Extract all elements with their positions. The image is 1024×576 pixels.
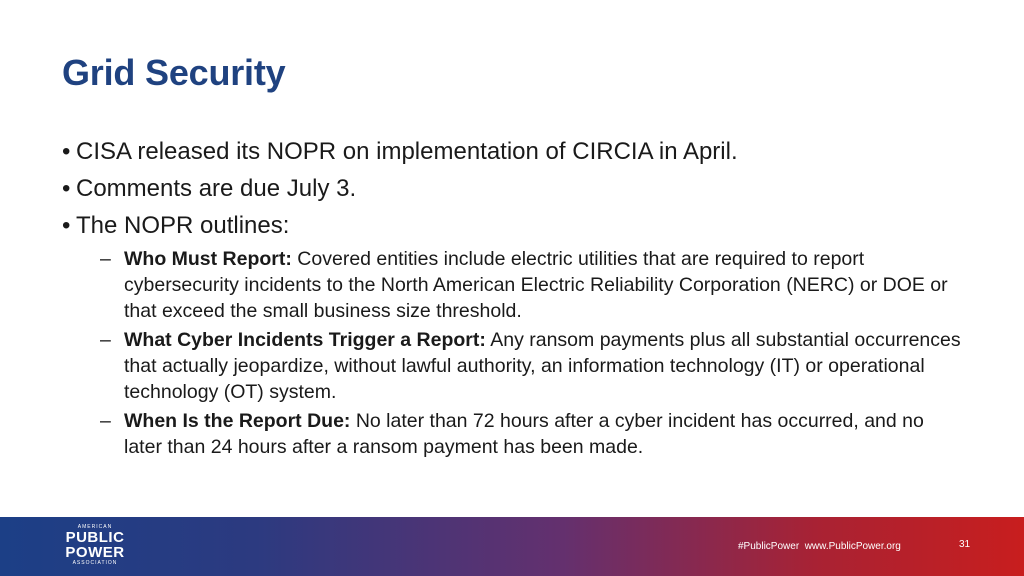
sub-bullet-text: No later than 72 hours after a cyber incident has occurred, and no later than 24 hours after a ransom payment has been made. <box>124 410 924 458</box>
bullet-dot: • <box>62 175 71 202</box>
bullet-text: Comments are due July 3. <box>76 175 357 202</box>
sub-bullet-label: What Cyber Incidents Trigger a Report: <box>124 329 486 351</box>
sub-bullet-dash: – <box>100 248 111 270</box>
bullet-text: The NOPR outlines: <box>76 212 290 239</box>
sub-bullet-who-must-report <box>62 246 962 324</box>
page-number: 31 <box>959 539 971 550</box>
sub-bullet-dash: – <box>100 329 111 351</box>
bullet-item <box>62 170 962 207</box>
slide-title: Grid Security <box>62 52 286 93</box>
logo-line-power: POWER <box>65 544 125 561</box>
sub-bullet-label: When Is the Report Due: <box>124 410 351 432</box>
slide-body <box>62 133 962 460</box>
bullet-dot: • <box>62 212 71 239</box>
bullet-text: CISA released its NOPR on implementation of CIRCIA in April. <box>76 138 738 165</box>
appa-logo <box>60 524 130 570</box>
sub-bullet-label: Who Must Report: <box>124 248 292 270</box>
sub-bullet-text: Covered entities include electric utilities that are required to report cybersecurity incidents to the North American Electric Reliability Corporation (NERC) or DOE or that exceed the small business size threshold. <box>124 248 948 322</box>
logo-line-public: PUBLIC <box>65 529 125 546</box>
footer-hashtag-url: #PublicPower www.PublicPower.org <box>738 541 901 552</box>
sub-bullet-report-due <box>62 408 962 460</box>
bullet-item <box>62 133 962 170</box>
footer-bar <box>0 517 1024 576</box>
bullet-dot: • <box>62 138 71 165</box>
logo-line-association: ASSOCIATION <box>72 560 118 566</box>
sub-bullet-trigger <box>62 327 962 405</box>
sub-bullet-text: Any ransom payments plus all substantial occurrences that actually jeopardize, without lawful authority, an information technology (IT) or operational technology (OT) system. <box>124 329 961 403</box>
bullet-item <box>62 207 962 244</box>
logo-line-american: AMERICAN <box>77 524 113 530</box>
sub-bullet-dash: – <box>100 410 111 432</box>
